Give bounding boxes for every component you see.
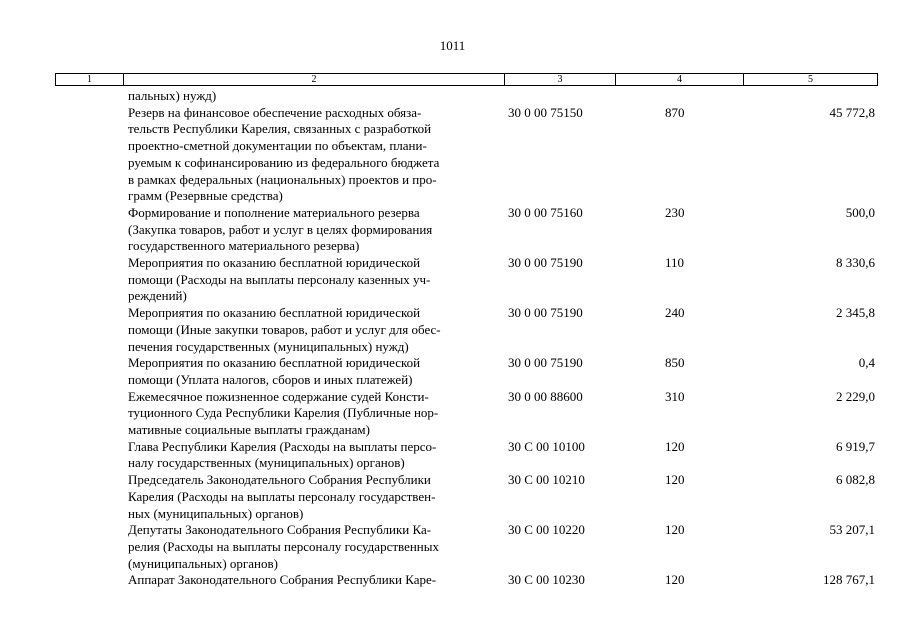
expense-type-code: 120 (665, 522, 685, 538)
amount: 6 082,8 (836, 472, 875, 488)
amount: 2 345,8 (836, 305, 875, 321)
amount: 6 919,7 (836, 438, 875, 454)
table-row (0, 355, 905, 388)
amount: 8 330,6 (836, 255, 875, 271)
expense-name: Председатель Законодательного Собрания Республики Карелия (Расходы на выплаты персоналу государствен- ных (муниципальных) органов) (128, 472, 436, 521)
table-row (0, 389, 905, 439)
target-article-code: 30 С 00 10210 (508, 472, 585, 488)
table-row (0, 439, 905, 472)
target-article-code: 30 0 00 75160 (508, 204, 583, 220)
expense-type-code: 240 (665, 305, 685, 321)
expense-type-code: 850 (665, 355, 685, 371)
table-row (0, 205, 905, 255)
expense-type-code: 120 (665, 572, 685, 588)
expense-name: Аппарат Законодательного Собрания Республики Каре- (128, 572, 437, 588)
table-row (0, 572, 905, 589)
table-row (0, 522, 905, 572)
column-header-1: 1 (56, 74, 124, 85)
expense-name: Мероприятия по оказанию бесплатной юридической помощи (Иные закупки товаров, работ и услуг для обес- печения государственных (муниципальных) нужд) (128, 305, 441, 354)
expense-name: Формирование и пополнение материального резерва (Закупка товаров, работ и услуг в целях формирования государственного материального резерва) (128, 204, 433, 254)
expense-type-code: 310 (665, 388, 685, 404)
expense-type-code: 110 (665, 255, 685, 271)
target-article-code: 30 0 00 75190 (508, 305, 583, 321)
expense-name: Глава Республики Карелия (Расходы на выплаты персо- налу государственных (муниципальных) органов) (128, 438, 437, 471)
table-row (0, 305, 905, 355)
table-row (0, 255, 905, 305)
column-header-row (55, 73, 878, 86)
table-row (0, 472, 905, 522)
expense-name: Депутаты Законодательного Собрания Республики Ка- релия (Расходы на выплаты персоналу государственных (муниципальных) органов) (128, 522, 439, 571)
expense-name: Ежемесячное пожизненное содержание судей Консти- туционного Суда Республики Карелия (Публичные нор- мативные социальные выплаты гражданам) (128, 388, 439, 438)
table-row (0, 88, 905, 105)
target-article-code: 30 0 00 75190 (508, 255, 583, 271)
expense-name: Мероприятия по оказанию бесплатной юридической помощи (Расходы на выплаты персоналу казенных уч- реждений) (128, 255, 431, 304)
expense-name: Мероприятия по оказанию бесплатной юридической помощи (Уплата налогов, сборов и иных платежей) (128, 355, 421, 387)
target-article-code: 30 0 00 88600 (508, 388, 583, 404)
amount: 500,0 (845, 204, 875, 220)
expense-name: Резерв на финансовое обеспечение расходных обяза- тельств Республики Карелия, связанных с разработкой проектно-сметной документации по объектам, плани- руемым к софинансированию из федерального бюджета в рамках федеральных (национальных) проектов и про- грамм (Резервные средства) (128, 104, 440, 204)
column-header-5: 5 (808, 74, 813, 85)
table-row (0, 105, 905, 205)
column-header-2: 2 (124, 74, 505, 85)
expense-name: пальных) нужд) (128, 88, 217, 103)
target-article-code: 30 С 00 10220 (508, 522, 585, 538)
amount: 128 767,1 (823, 572, 875, 588)
budget-table-body (0, 88, 905, 589)
expense-type-code: 870 (665, 104, 685, 120)
target-article-code: 30 0 00 75150 (508, 104, 583, 120)
expense-type-code: 230 (665, 204, 685, 220)
amount: 45 772,8 (829, 104, 875, 120)
amount: 0,4 (858, 355, 875, 371)
column-header-4: 4 (616, 74, 744, 85)
column-header-3: 3 (505, 74, 616, 85)
page-number: 1011 (439, 38, 466, 53)
amount: 53 207,1 (829, 522, 875, 538)
target-article-code: 30 0 00 75190 (508, 355, 583, 371)
amount: 2 229,0 (836, 388, 875, 404)
target-article-code: 30 С 00 10230 (508, 572, 585, 588)
expense-type-code: 120 (665, 472, 685, 488)
target-article-code: 30 С 00 10100 (508, 438, 585, 454)
expense-type-code: 120 (665, 438, 685, 454)
